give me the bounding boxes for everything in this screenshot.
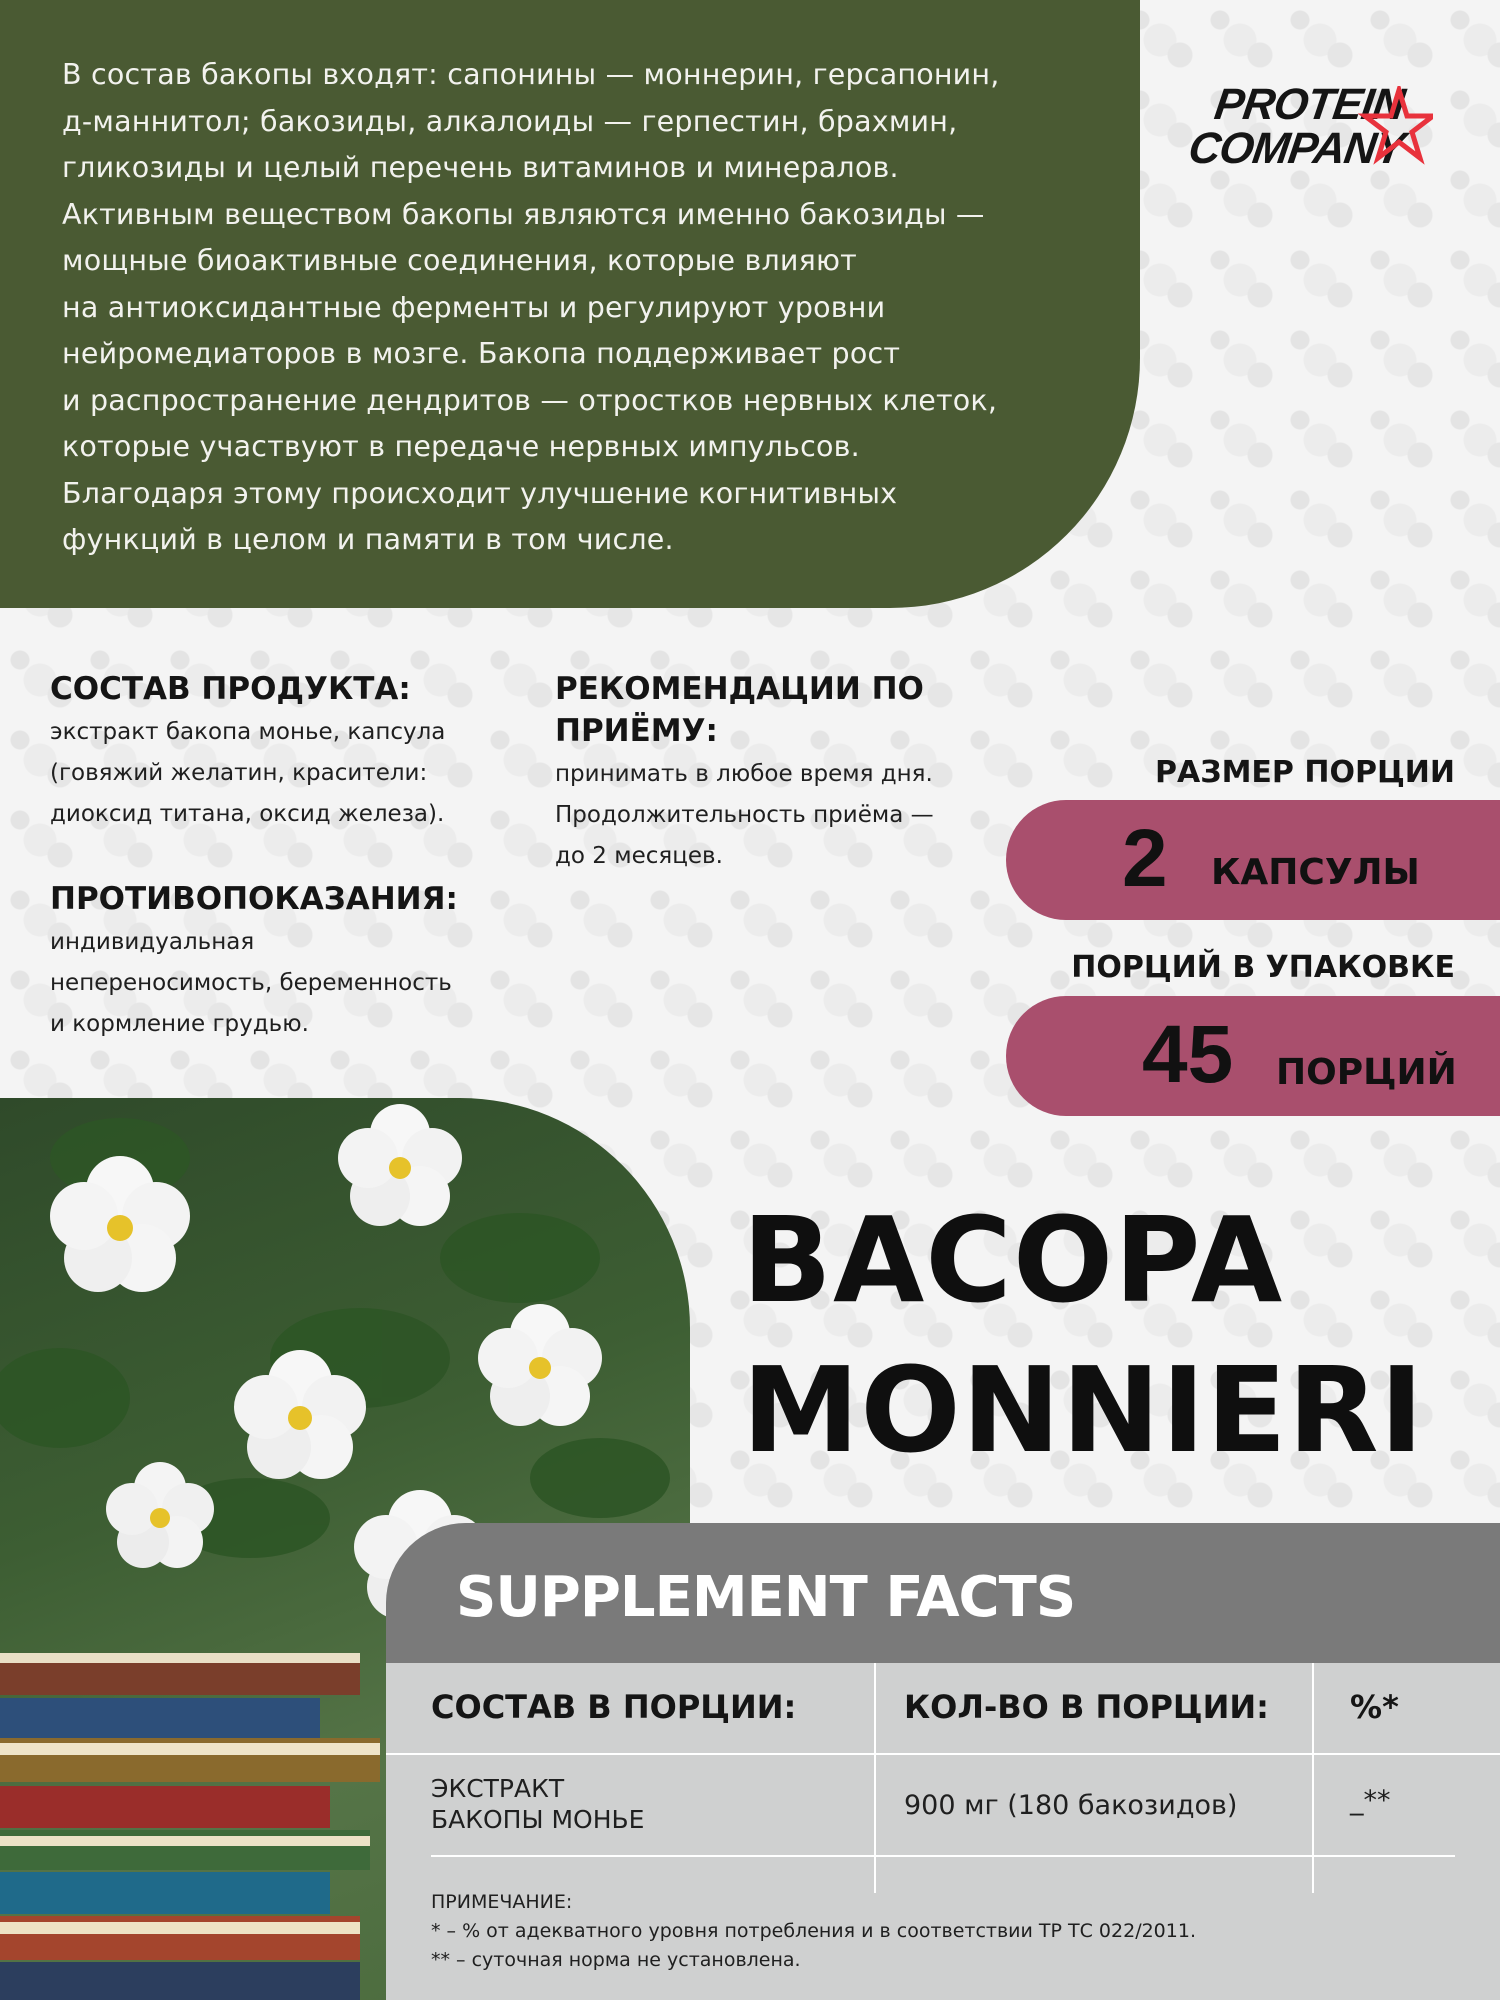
ingredient-amount: 900 мг (180 бакозидов) [904,1790,1238,1821]
composition-line: (говяжий желатин, красители: [50,760,428,786]
column-divider [874,1663,876,1893]
intro-line: гликозиды и целый перечень витаминов и минералов. [62,151,899,184]
recommendations-text [555,754,934,877]
intro-line: нейромедиаторов в мозге. Бакопа поддерживает рост [62,337,901,370]
contraindications-line: и кормление грудью. [50,1011,309,1037]
col-composition-header: СОСТАВ В ПОРЦИИ: [431,1688,797,1726]
supplement-facts-title: SUPPLEMENT FACTS [456,1565,1076,1630]
recommendations-heading-line: РЕКОМЕНДАЦИИ ПО [555,671,924,707]
intro-line: функций в целом и памяти в том числе. [62,523,674,556]
recommendations-heading [555,668,924,752]
brand-logo [1185,80,1455,180]
footnote-line: * – % от адекватного уровня потребления и в соответствии ТР ТС 022/2011. [431,1920,1196,1942]
footnote-line: ** – суточная норма не установлена. [431,1949,801,1971]
footnote-title: ПРИМЕЧАНИЕ: [431,1891,573,1913]
serving-size-label: РАЗМЕР ПОРЦИИ [1155,755,1455,790]
footnote [431,1888,1196,1975]
column-divider [1312,1663,1314,1893]
ingredient-name-line: ЭКСТРАКТ [431,1774,565,1803]
row-divider [386,1753,1500,1755]
row-divider [431,1855,1455,1857]
recommendations-line: принимать в любое время дня. [555,761,933,787]
servings-per-pack-unit: ПОРЦИЙ [1276,1052,1457,1093]
serving-size-unit: КАПСУЛЫ [1211,852,1420,893]
servings-per-pack-value: 45 [1142,1009,1234,1100]
recommendations-heading-line: ПРИЁМУ: [555,713,718,749]
intro-line: Благодаря этому происходит улучшение когнитивных [62,476,898,510]
product-title-line1: BACOPA [742,1191,1284,1329]
intro-line: мощные биоактивные соединения, которые влияют [62,244,857,277]
ingredient-name-line: БАКОПЫ МОНЬЕ [431,1805,645,1834]
intro-line: Активным веществом бакопы являются именно бакозиды — [62,197,985,231]
col-amount-header: КОЛ-ВО В ПОРЦИИ: [904,1688,1269,1726]
intro-block [0,0,1140,608]
product-title-line2: MONNIERI [742,1341,1425,1479]
intro-line: В состав бакопы входят: сапонины — моннерин, герсапонин, [62,58,1000,91]
product-title [742,1185,1425,1485]
logo-line2: COMPANY [1185,124,1408,173]
ingredient-name [431,1773,644,1835]
servings-per-pack-label: ПОРЦИЙ В УПАКОВКЕ [1071,950,1455,985]
serving-size-badge [1006,800,1500,920]
recommendations-line: до 2 месяцев. [555,843,723,869]
intro-line: которые участвуют в передаче нервных импульсов. [62,430,860,463]
intro-line: и распространение дендритов — отростков нервных клеток, [62,383,998,417]
recommendations-line: Продолжительность приёма — [555,802,934,828]
contraindications-text [50,922,452,1045]
serving-size-value: 2 [1122,813,1168,904]
star-icon [1353,86,1433,166]
composition-text [50,712,445,835]
servings-per-pack-badge [1006,996,1500,1116]
contraindications-line: непереносимость, беременность [50,970,452,996]
col-percent-header: %* [1350,1688,1399,1726]
contraindications-heading: ПРОТИВОПОКАЗАНИЯ: [50,881,458,917]
logo-line1: PROTEIN [1211,80,1408,129]
ingredient-percent: _** [1350,1785,1391,1816]
supplement-facts [386,1523,1500,2000]
contraindications-line: индивидуальная [50,929,255,955]
composition-heading: СОСТАВ ПРОДУКТА: [50,671,411,707]
intro-text [62,52,1080,564]
composition-line: диоксид титана, оксид железа). [50,801,445,827]
intro-line: д-маннитол; бакозиды, алкалоиды — герпестин, брахмин, [62,104,958,138]
composition-line: экстракт бакопа монье, капсула [50,719,446,745]
supplement-facts-header [386,1523,1500,1663]
intro-line: на антиоксидантные ферменты и регулируют уровни [62,290,886,324]
